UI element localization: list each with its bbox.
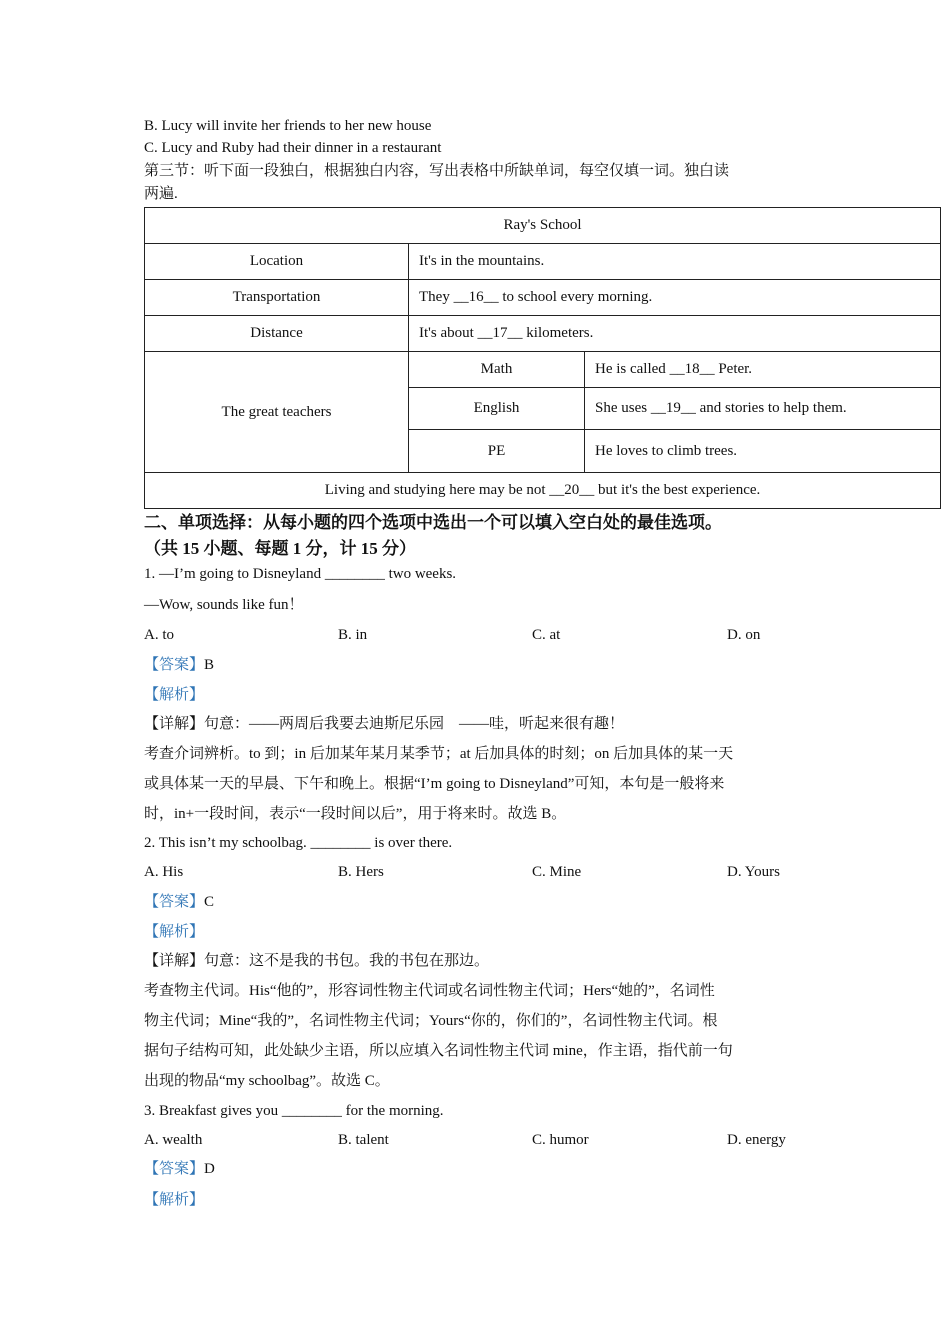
distance-value: It's about __17__ kilometers.: [409, 316, 941, 352]
q2-option-b: B. Hers: [338, 864, 384, 880]
answer-tag: 【答案】: [144, 1161, 205, 1177]
blank-17: __17__: [477, 325, 523, 341]
prev-option-c: C. Lucy and Ruby had their dinner in a restaurant: [144, 140, 442, 156]
part2-heading-line1: 二、单项选择：从每小题的四个选项中选出一个可以填入空白处的最佳选项。: [144, 513, 722, 532]
q3-option-b: B. talent: [338, 1132, 389, 1148]
section3-instruction-line1: 第三节：听下面一段独白，根据独白内容，写出表格中所缺单词，每空仅填一词。独白读: [144, 163, 730, 179]
q2-stem: 2. This isn’t my schoolbag. ________ is over there.: [144, 835, 453, 851]
q2-option-c: C. Mine: [532, 864, 582, 880]
prev-option-b: B. Lucy will invite her friends to her new house: [144, 118, 432, 134]
q1-option-d: D. on: [727, 627, 761, 643]
q3-option-d: D. energy: [727, 1132, 786, 1148]
q1-stem: 1. —I’m going to Disneyland ________ two weeks.: [144, 566, 457, 582]
transport-value: They __16__ to school every morning.: [409, 280, 941, 316]
transport-label: Transportation: [145, 280, 409, 316]
blank-20: __20__: [549, 482, 595, 498]
table-title: Ray's School: [145, 208, 941, 244]
distance-label: Distance: [145, 316, 409, 352]
q1-reply: —Wow, sounds like fun！: [144, 597, 304, 613]
q2-explanation-line2: 物主代词；Mine“我的”，名词性物主代词；Yours“你的，你们的”，名词性物主代词。根: [144, 1013, 718, 1029]
q1-explanation-line1: 考查介词辨析。to 到；in 后加某年某月某季节；at 后加具体的时刻；on 后加具体的某一天: [144, 746, 734, 762]
location-label: Location: [145, 244, 409, 280]
math-value: He is called __18__ Peter.: [585, 352, 941, 388]
pe-label: PE: [409, 430, 585, 473]
q2-analysis-tag: 【解析】: [144, 924, 205, 940]
q2-explanation-line3: 据句子结构可知，此处缺少主语，所以应填入名词性物主代词 mine，作主语，指代前一句: [144, 1043, 733, 1059]
q1-detail: 【详解】句意：——两周后我要去迪斯尼乐园 ——哇，听起来很有趣！: [144, 716, 625, 732]
q3-option-c: C. humor: [532, 1132, 589, 1148]
q2-option-d: D. Yours: [727, 864, 780, 880]
q1-option-a: A. to: [144, 627, 174, 643]
q2-explanation-line1: 考查物主代词。His“他的”，形容词性物主代词或名词性物主代词；Hers“她的”，名词性: [144, 983, 715, 999]
q1-option-b: B. in: [338, 627, 368, 643]
blank-18: __18__: [669, 361, 715, 377]
english-value: She uses __19__ and stories to help them.: [585, 388, 941, 430]
q1-option-c: C. at: [532, 627, 561, 643]
q1-analysis-tag: 【解析】: [144, 687, 205, 703]
q3-answer: 【答案】D: [144, 1161, 215, 1177]
english-label: English: [409, 388, 585, 430]
q2-explanation-line4: 出现的物品“my schoolbag”。故选 C。: [144, 1073, 390, 1089]
q3-option-a: A. wealth: [144, 1132, 203, 1148]
math-label: Math: [409, 352, 585, 388]
q1-explanation-line3: 时，in+一段时间，表示“一段时间以后”，用于将来时。故选 B。: [144, 806, 567, 822]
q2-answer: 【答案】C: [144, 894, 215, 910]
q3-stem: 3. Breakfast gives you ________ for the morning.: [144, 1103, 444, 1119]
q3-analysis-tag: 【解析】: [144, 1192, 205, 1208]
answer-tag: 【答案】: [144, 894, 205, 910]
blank-19: __19__: [650, 400, 696, 416]
q1-answer: 【答案】B: [144, 657, 215, 673]
blank-16: __16__: [453, 289, 499, 305]
q2-option-a: A. His: [144, 864, 184, 880]
part2-heading-line2: （共 15 小题、每题 1 分，计 15 分）: [144, 539, 416, 558]
location-value: It's in the mountains.: [409, 244, 941, 280]
q2-detail: 【详解】句意：这不是我的书包。我的书包在那边。: [144, 953, 490, 969]
rays-school-table: [144, 207, 941, 509]
answer-tag: 【答案】: [144, 657, 205, 673]
table-footer: Living and studying here may be not __20__ but it's the best experience.: [145, 473, 941, 509]
section3-instruction-line2: 两遍.: [144, 186, 178, 202]
teachers-label: The great teachers: [145, 352, 409, 473]
q1-explanation-line2: 或具体某一天的早晨、下午和晚上。根据“I’m going to Disneyland”可知，本句是一般将来: [144, 776, 725, 792]
pe-value: He loves to climb trees.: [585, 430, 941, 473]
